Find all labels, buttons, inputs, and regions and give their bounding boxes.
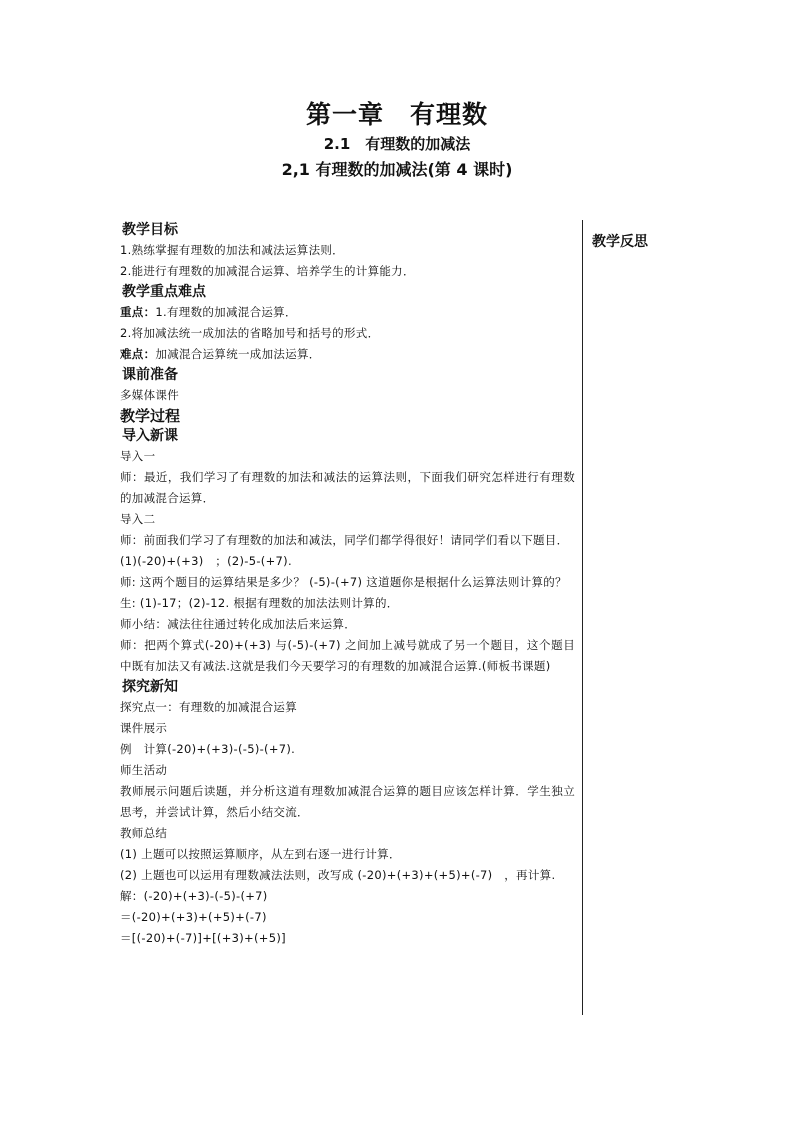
solution-line: ＝[(-20)+(-7)]+[(+3)+(+5)]: [120, 931, 286, 945]
reflection-heading: 教学反思: [592, 234, 648, 250]
conclusion-label: 教师总结: [120, 826, 168, 840]
intro-heading: 导入新课: [122, 428, 178, 444]
keypoints-heading: 教学重点难点: [122, 284, 206, 300]
intro1-text: 师：最近，我们学习了有理数的加法和减法的运算法则，下面我们研究怎样进行有理数的加减混合运算．: [120, 470, 575, 505]
conclusion-item: (1) 上题可以按照运算顺序，从左到右逐一进行计算．: [120, 847, 401, 861]
solution-line: ＝(-20)+(+3)+(+5)+(-7): [120, 910, 267, 924]
goals-heading: 教学目标: [122, 222, 178, 238]
student-answer: 生: (1)-17；(2)-12. 根据有理数的加法法则计算的．: [120, 596, 399, 610]
section-title: 2.1 有理数的加减法: [323, 135, 471, 153]
key-point: 2.将加减法统一成加法的省略加号和括号的形式．: [120, 326, 380, 340]
lesson-title: 2,1 有理数的加减法(第 4 课时): [281, 160, 513, 179]
courseware-label: 课件展示: [120, 721, 168, 735]
intro2-text: 师：前面我们学习了有理数的加法和减法，同学们都学得很好！请同学们看以下题目．: [120, 533, 569, 547]
problems-line: (1)(-20)+(+3) ；(2)-5-(+7).: [120, 554, 292, 568]
teacher-summary: 师小结：减法往往通过转化成加法后来运算．: [120, 617, 356, 631]
key-point: [120, 302, 575, 323]
explore-heading: 探究新知: [122, 679, 178, 695]
chapter-title: 第一章 有理数: [305, 100, 488, 129]
difficulty-label: 难点：: [120, 347, 156, 361]
column-divider: [582, 220, 583, 1015]
teacher-combine: 师：把两个算式(-20)+(+3) 与(-5)-(+7) 之间加上减号就成了另一个题目，这个题目中既有加法又有减法.这就是我们今天要学习的有理数的加减混合运算.(师板书课题): [120, 638, 575, 673]
solution-line: 解：(-20)+(+3)-(-5)-(+7): [120, 889, 268, 903]
key-text: 1.有理数的加减混合运算．: [155, 305, 297, 319]
explore-point: 探究点一：有理数的加减混合运算: [120, 700, 297, 714]
difficulty-point: [120, 344, 575, 365]
goal-item: 1.熟练掌握有理数的加法和减法运算法则．: [120, 243, 344, 257]
key-label: 重点：: [120, 305, 156, 319]
process-heading: 教学过程: [120, 407, 181, 425]
preparation-text: 多媒体课件: [120, 388, 179, 402]
goal-item: 2.能进行有理数的加减混合运算、培养学生的计算能力．: [120, 264, 415, 278]
teacher-question: 师: 这两个题目的运算结果是多少？ (-5)-(+7) 这道题你是根据什么运算法则计算的？: [120, 575, 567, 589]
activity-text: 教师展示问题后读题，并分析这道有理数加减混合运算的题目应该怎样计算．学生独立思考，并尝试计算，然后小结交流．: [120, 784, 575, 819]
activity-label: 师生活动: [120, 763, 168, 777]
difficulty-text: 加减混合运算统一成加法运算．: [155, 347, 321, 361]
conclusion-item: (2) 上题也可以运用有理数减法法则，改写成 (-20)+(+3)+(+5)+(-7) ，再计算.: [120, 868, 556, 882]
preparation-heading: 课前准备: [122, 367, 178, 383]
intro1-label: 导入一: [120, 449, 156, 463]
reflection-column: [592, 231, 732, 251]
lesson-content: [120, 220, 575, 949]
intro2-label: 导入二: [120, 512, 156, 526]
example-problem: 例 计算(-20)+(+3)-(-5)-(+7).: [120, 742, 296, 756]
